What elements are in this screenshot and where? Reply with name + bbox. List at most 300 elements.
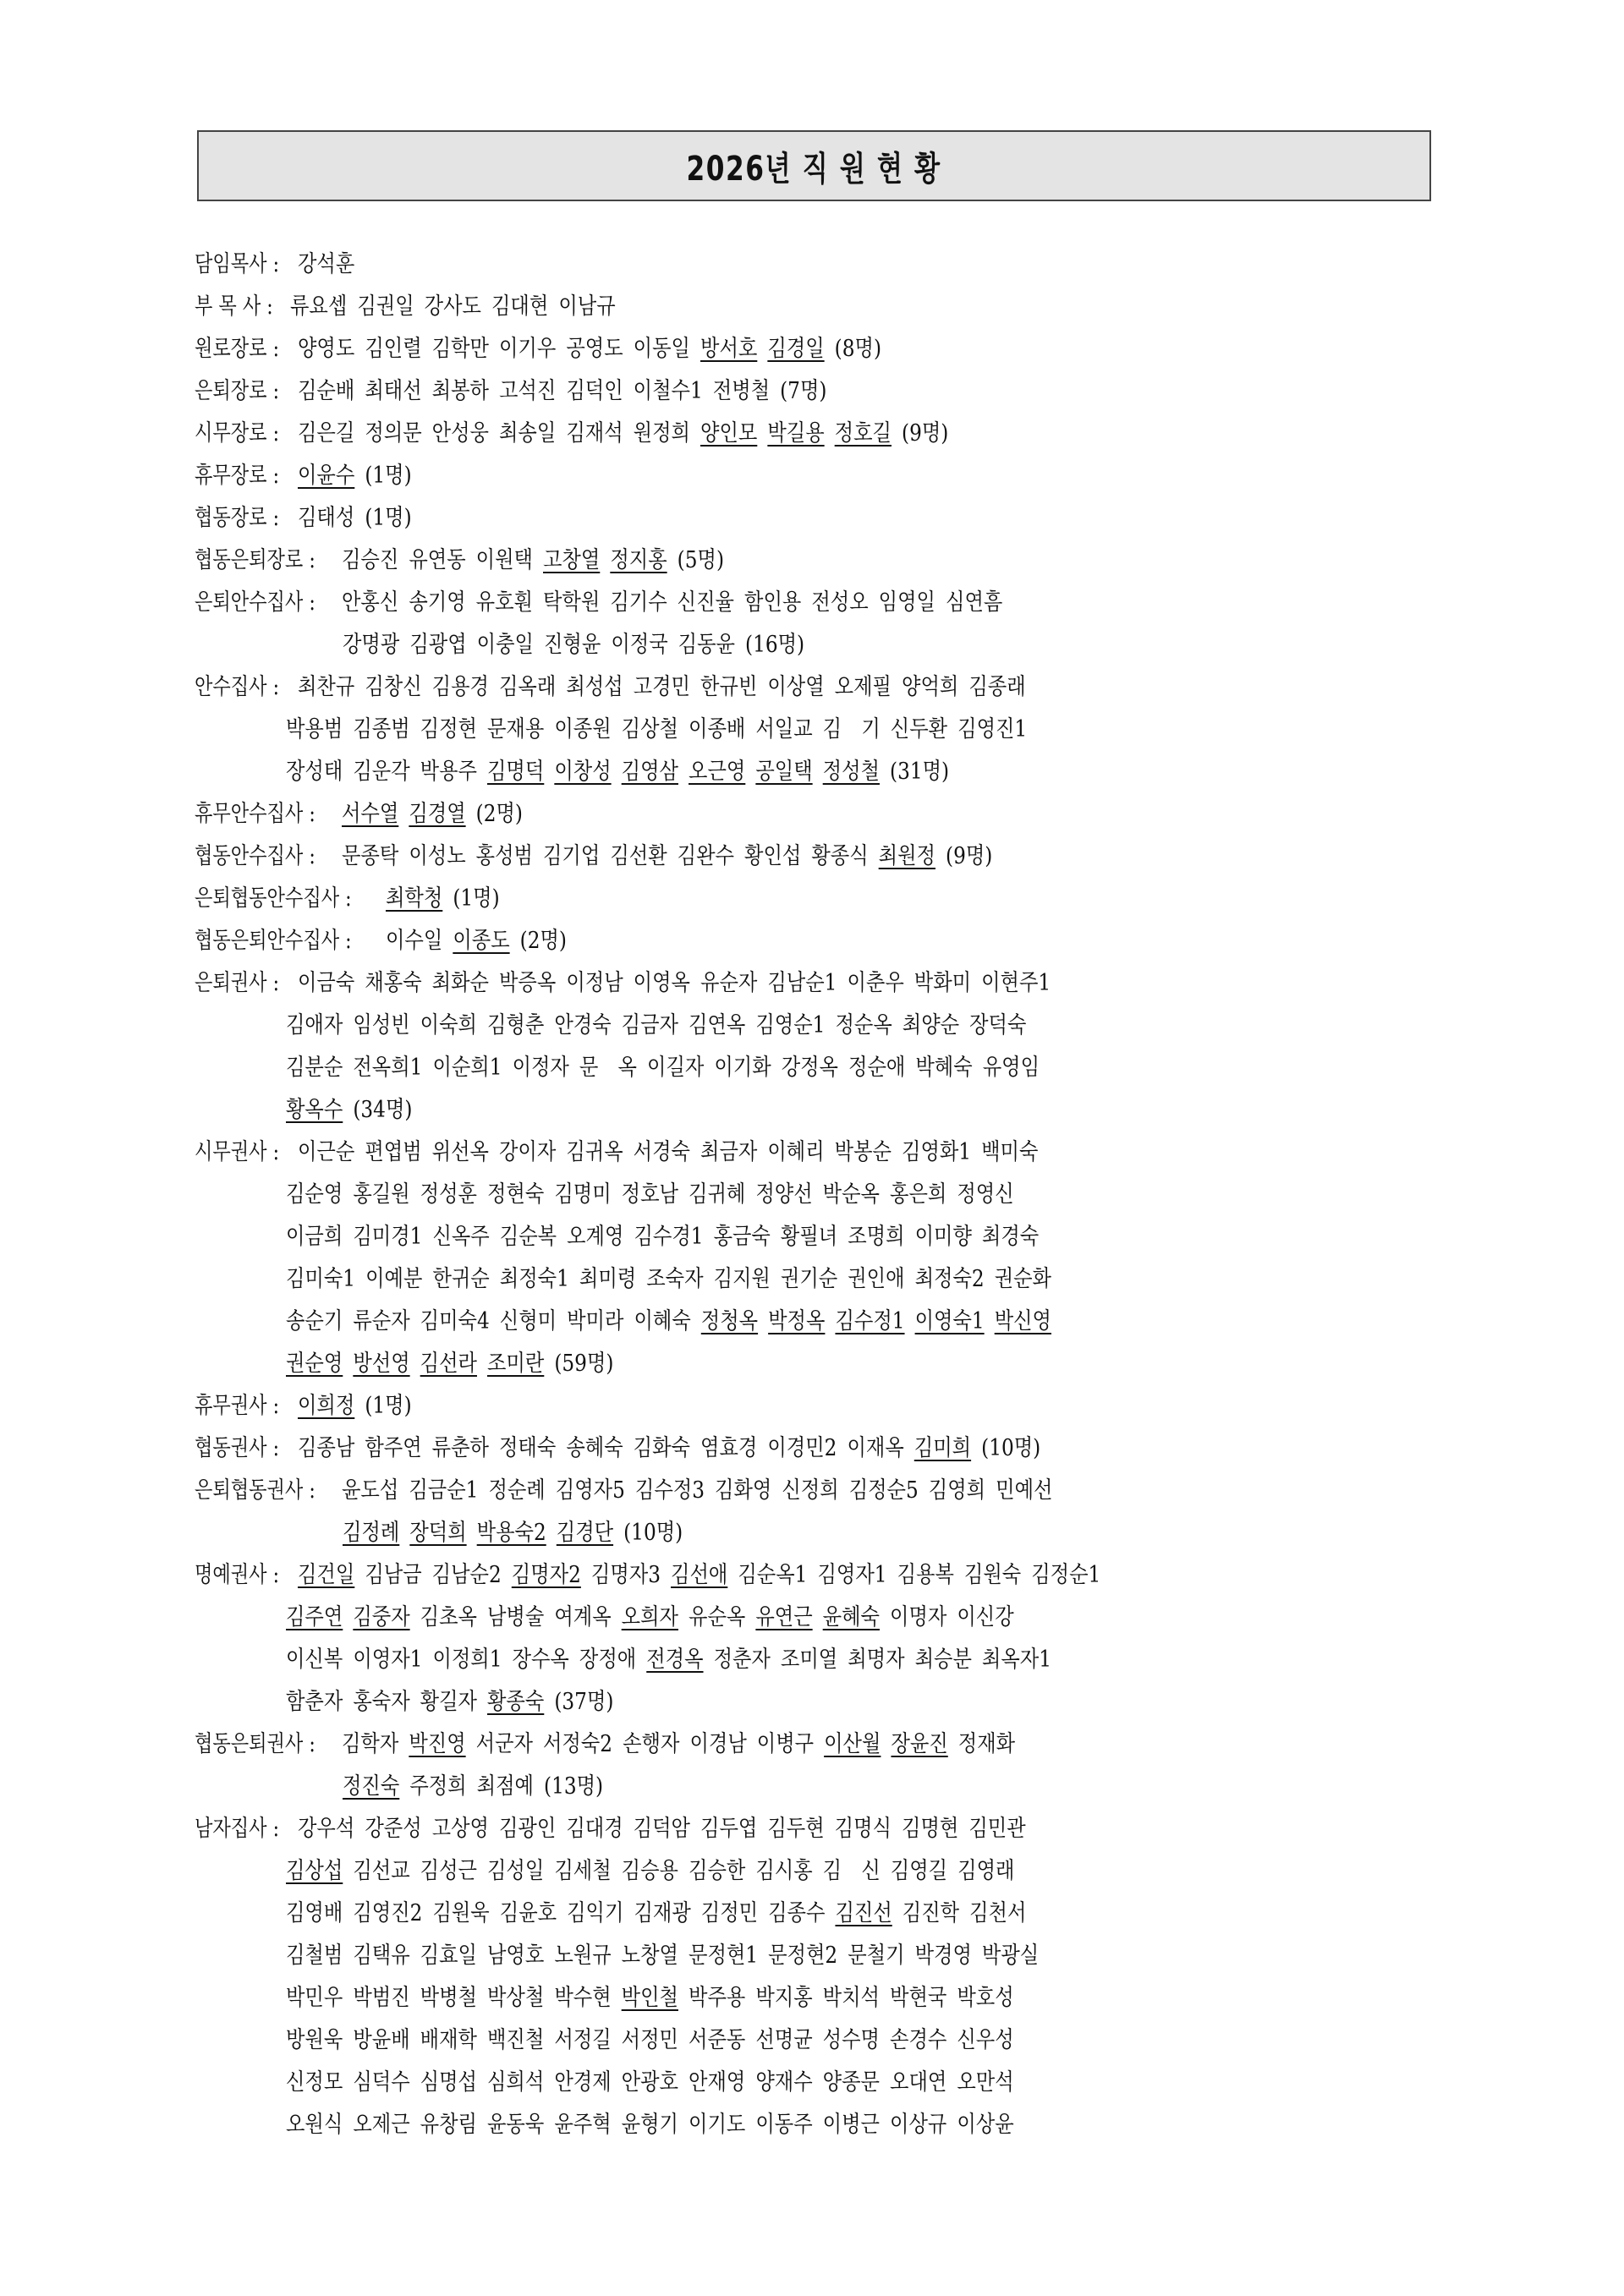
person-name: 김성일 xyxy=(487,1858,545,1884)
section-row-continuation xyxy=(195,2062,1438,2104)
person-name: 황길자 xyxy=(420,1689,477,1715)
person-name: 여계옥 xyxy=(554,1604,612,1630)
person-name: 이상열 xyxy=(767,674,825,700)
person-name: 오만석 xyxy=(957,2069,1014,2096)
name-list xyxy=(286,1216,1049,1258)
person-name: 김대현 xyxy=(491,293,549,320)
person-name: 송순기 xyxy=(286,1308,343,1334)
name-list xyxy=(286,1258,1062,1301)
person-name: 김금순1 xyxy=(409,1477,479,1504)
name-list xyxy=(298,1132,1048,1174)
person-name: 홍숙자 xyxy=(353,1689,410,1715)
person-name: 김세철 xyxy=(554,1858,612,1884)
person-name: 김효일 xyxy=(420,1943,477,1969)
person-name: 황종숙 xyxy=(487,1689,545,1715)
person-name: 박주용 xyxy=(689,1985,746,2011)
person-name: 김종남 xyxy=(298,1435,355,1461)
person-name: 김학자 xyxy=(342,1731,399,1757)
name-list xyxy=(298,1385,412,1427)
person-name: 심연흠 xyxy=(946,589,1003,616)
person-name: 함인용 xyxy=(744,589,802,616)
section-row-continuation xyxy=(195,1977,1438,2019)
section-label: 협동은퇴권사 : xyxy=(195,1731,315,1757)
name-list xyxy=(342,1723,1025,1766)
person-name: 박민우 xyxy=(286,1985,343,2011)
person-name: 박지홍 xyxy=(755,1985,813,2011)
person-name: 오제필 xyxy=(834,674,892,700)
person-name: 신옥주 xyxy=(432,1224,490,1250)
name-list xyxy=(298,413,948,455)
person-name: 김선라 xyxy=(420,1351,477,1377)
person-name: 장윤진 xyxy=(891,1731,948,1757)
person-name: 편엽범 xyxy=(365,1139,422,1165)
person-name: 양억희 xyxy=(902,674,959,700)
person-name: 김덕암 xyxy=(633,1816,690,1842)
person-name: 임성빈 xyxy=(353,1012,410,1038)
person-name: 김승진 xyxy=(342,547,399,573)
person-name: 정춘자 xyxy=(713,1647,771,1673)
person-name: 오희자 xyxy=(621,1604,678,1630)
person-name: 김영진2 xyxy=(353,1900,423,1926)
name-list xyxy=(298,370,826,413)
person-name: 정성철 xyxy=(822,759,880,785)
person-name: 고경민 xyxy=(633,674,690,700)
person-name: 김완수 xyxy=(677,843,735,869)
person-name: 이기도 xyxy=(689,2112,746,2138)
person-name: 이종도 xyxy=(453,928,510,954)
person-name: 김상섭 xyxy=(286,1858,343,1884)
person-name: 김옥래 xyxy=(499,674,557,700)
name-list xyxy=(286,2104,1024,2146)
person-name: 황필녀 xyxy=(780,1224,838,1250)
member-count: (37명) xyxy=(554,1689,614,1715)
person-name: 최명자 xyxy=(848,1647,905,1673)
person-name: 문정현2 xyxy=(768,1943,838,1969)
person-name: 김순배 xyxy=(298,378,355,404)
person-name: 서경숙 xyxy=(633,1139,690,1165)
person-name: 김종수 xyxy=(768,1900,826,1926)
person-name: 이춘우 xyxy=(847,970,904,996)
person-name: 채홍숙 xyxy=(365,970,422,996)
person-name: 최태선 xyxy=(365,378,422,404)
section-row xyxy=(195,1554,1438,1597)
person-name: 강준성 xyxy=(365,1816,422,1842)
person-name: 양종문 xyxy=(822,2069,880,2096)
person-name: 최승분 xyxy=(914,1647,972,1673)
person-name: 최화순 xyxy=(431,970,489,996)
person-name: 이정자 xyxy=(512,1055,569,1081)
section-row xyxy=(195,793,1438,836)
name-list xyxy=(342,836,992,878)
person-name: 박길용 xyxy=(767,420,825,447)
person-name: 김경열 xyxy=(409,801,466,827)
person-name: 김은길 xyxy=(298,420,355,447)
staff-roster xyxy=(195,244,1438,2146)
person-name: 김영자5 xyxy=(555,1477,626,1504)
name-list xyxy=(286,2062,1024,2104)
person-name: 김수경1 xyxy=(634,1224,704,1250)
person-name: 함춘자 xyxy=(286,1689,343,1715)
name-list xyxy=(386,920,567,962)
section-label: 은퇴장로 : xyxy=(195,378,280,404)
person-name: 안홍신 xyxy=(342,589,399,616)
name-list xyxy=(286,1343,613,1385)
person-name: 유연근 xyxy=(755,1604,813,1630)
name-list xyxy=(343,1766,603,1808)
person-name: 김민관 xyxy=(968,1816,1026,1842)
person-name: 선명균 xyxy=(755,2027,813,2053)
person-name: 이금숙 xyxy=(298,970,355,996)
section-row xyxy=(195,666,1438,709)
person-name: 황종식 xyxy=(811,843,869,869)
person-name: 정태숙 xyxy=(499,1435,557,1461)
person-name: 신정모 xyxy=(286,2069,343,2096)
person-name: 한규빈 xyxy=(700,674,758,700)
person-name: 김분순 xyxy=(286,1055,343,1081)
person-name: 김창신 xyxy=(365,674,422,700)
member-count: (31명) xyxy=(890,759,950,785)
member-count: (10명) xyxy=(623,1520,683,1546)
person-name: 심덕수 xyxy=(353,2069,410,2096)
person-name: 박상철 xyxy=(487,1985,545,2011)
person-name: 박혜숙 xyxy=(915,1055,973,1081)
section-row xyxy=(195,1808,1438,1850)
person-name: 김순복 xyxy=(499,1224,557,1250)
person-name: 고창열 xyxy=(543,547,601,573)
section-row-continuation xyxy=(195,1893,1438,1935)
section-label: 시무권사 : xyxy=(195,1139,280,1165)
person-name: 김천서 xyxy=(969,1900,1027,1926)
person-name: 박용숙2 xyxy=(476,1520,546,1546)
name-list xyxy=(298,497,412,540)
section-label: 안수집사 : xyxy=(195,674,280,700)
section-row-continuation xyxy=(195,1301,1438,1343)
person-name: 최원정 xyxy=(878,843,936,869)
person-name: 서수열 xyxy=(342,801,399,827)
person-name: 김영길 xyxy=(890,1858,948,1884)
person-name: 김종범 xyxy=(353,716,410,743)
person-name: 김초옥 xyxy=(420,1604,477,1630)
person-name: 이재옥 xyxy=(847,1435,904,1461)
section-row xyxy=(195,370,1438,413)
person-name: 김연옥 xyxy=(689,1012,746,1038)
person-name: 전옥희1 xyxy=(353,1055,423,1081)
person-name: 노원규 xyxy=(554,1943,612,1969)
person-name: 김학만 xyxy=(431,336,489,362)
person-name: 류춘하 xyxy=(431,1435,489,1461)
person-name: 염효경 xyxy=(700,1435,758,1461)
person-name: 조명희 xyxy=(848,1224,905,1250)
person-name: 안경숙 xyxy=(554,1012,612,1038)
person-name: 유순자 xyxy=(700,970,758,996)
person-name: 정호남 xyxy=(621,1181,678,1208)
section-row-continuation xyxy=(195,751,1438,793)
person-name: 백미숙 xyxy=(981,1139,1039,1165)
person-name: 정순애 xyxy=(848,1055,906,1081)
person-name: 최정숙2 xyxy=(914,1266,985,1292)
person-name: 이신강 xyxy=(957,1604,1014,1630)
person-name: 윤혜숙 xyxy=(822,1604,880,1630)
person-name: 안성웅 xyxy=(431,420,489,447)
section-label: 원로장로 : xyxy=(195,336,280,362)
person-name: 남병술 xyxy=(487,1604,545,1630)
section-row-continuation xyxy=(195,1766,1438,1808)
person-name: 박용주 xyxy=(420,759,477,785)
person-name: 최금자 xyxy=(700,1139,758,1165)
name-list xyxy=(298,328,881,370)
person-name: 김동윤 xyxy=(678,632,735,658)
person-name: 박미라 xyxy=(567,1308,624,1334)
person-name: 양영도 xyxy=(298,336,355,362)
person-name: 김 기 xyxy=(822,716,881,743)
person-name: 김시홍 xyxy=(755,1858,813,1884)
person-name: 김남금 xyxy=(365,1562,422,1588)
person-name: 강이자 xyxy=(499,1139,557,1165)
section-label: 휴무권사 : xyxy=(195,1393,280,1419)
section-row-continuation xyxy=(195,624,1438,666)
section-row-continuation xyxy=(195,1512,1438,1554)
person-name: 황옥수 xyxy=(286,1097,343,1123)
person-name: 백진철 xyxy=(487,2027,545,2053)
person-name: 문종탁 xyxy=(342,843,399,869)
person-name: 김선애 xyxy=(671,1562,728,1588)
person-name: 최학청 xyxy=(386,885,443,912)
name-list xyxy=(290,286,626,328)
person-name: 김윤호 xyxy=(499,1900,557,1926)
section-row-continuation xyxy=(195,1258,1438,1301)
person-name: 권기순 xyxy=(780,1266,838,1292)
section-row xyxy=(195,582,1438,624)
section-row xyxy=(195,244,1438,286)
person-name: 김영배 xyxy=(286,1900,343,1926)
person-name: 김성근 xyxy=(420,1858,477,1884)
person-name: 이경남 xyxy=(689,1731,747,1757)
person-name: 김명미 xyxy=(554,1181,612,1208)
person-name: 조미란 xyxy=(487,1351,545,1377)
section-label: 남자집사 : xyxy=(195,1816,280,1842)
person-name: 김명식 xyxy=(834,1816,892,1842)
person-name: 오계영 xyxy=(567,1224,624,1250)
person-name: 이원택 xyxy=(475,547,534,573)
person-name: 오근영 xyxy=(689,759,746,785)
person-name: 최미령 xyxy=(579,1266,637,1292)
person-name: 김익기 xyxy=(567,1900,624,1926)
name-list xyxy=(286,1639,1062,1681)
section-row-continuation xyxy=(195,1597,1438,1639)
person-name: 박현국 xyxy=(890,1985,947,2011)
person-name: 송기영 xyxy=(409,589,466,616)
person-name: 최봉하 xyxy=(431,378,489,404)
person-name: 신우성 xyxy=(957,2027,1014,2053)
person-name: 권순화 xyxy=(994,1266,1051,1292)
person-name: 이현주1 xyxy=(981,970,1051,996)
person-name: 김남순1 xyxy=(767,970,837,996)
person-name: 이산월 xyxy=(824,1731,881,1757)
person-name: 이순희1 xyxy=(432,1055,502,1081)
section-row xyxy=(195,1427,1438,1470)
person-name: 이영숙1 xyxy=(914,1308,985,1334)
person-name: 김광엽 xyxy=(409,632,467,658)
person-name: 김형춘 xyxy=(487,1012,545,1038)
person-name: 김금자 xyxy=(621,1012,678,1038)
member-count: (34명) xyxy=(353,1097,413,1123)
member-count: (5명) xyxy=(677,547,725,573)
person-name: 김귀옥 xyxy=(566,1139,623,1165)
section-row xyxy=(195,1385,1438,1427)
section-row-continuation xyxy=(195,1216,1438,1258)
person-name: 장덕희 xyxy=(409,1520,467,1546)
person-name: 이충일 xyxy=(476,632,534,658)
member-count: (8명) xyxy=(834,336,882,362)
person-name: 문정현1 xyxy=(689,1943,759,1969)
person-name: 김영희 xyxy=(928,1477,986,1504)
name-list xyxy=(286,1597,1024,1639)
person-name: 서정숙2 xyxy=(543,1731,613,1757)
section-row xyxy=(195,920,1438,962)
person-name: 김철범 xyxy=(286,1943,343,1969)
person-name: 박정옥 xyxy=(768,1308,826,1334)
section-row-continuation xyxy=(195,1089,1438,1132)
person-name: 김영삼 xyxy=(621,759,678,785)
person-name: 이혜숙 xyxy=(634,1308,691,1334)
person-name: 전병철 xyxy=(712,378,771,404)
person-name: 김용경 xyxy=(431,674,489,700)
section-row-continuation xyxy=(195,1850,1438,1893)
person-name: 원정희 xyxy=(633,420,690,447)
person-name: 김선교 xyxy=(353,1858,410,1884)
person-name: 김상철 xyxy=(621,716,678,743)
person-name: 이기화 xyxy=(714,1055,771,1081)
member-count: (59명) xyxy=(554,1351,614,1377)
person-name: 김순영 xyxy=(286,1181,343,1208)
person-name: 박호성 xyxy=(957,1985,1014,2011)
person-name: 이금희 xyxy=(286,1224,343,1250)
person-name: 윤형기 xyxy=(621,2112,678,2138)
person-name: 김명자2 xyxy=(511,1562,581,1588)
person-name: 김기수 xyxy=(610,589,667,616)
person-name: 유호훤 xyxy=(475,589,534,616)
person-name: 유창림 xyxy=(420,2112,477,2138)
person-name: 정순례 xyxy=(488,1477,546,1504)
person-name: 김주연 xyxy=(286,1604,343,1630)
person-name: 문철기 xyxy=(848,1943,905,1969)
person-name: 이신복 xyxy=(286,1647,343,1673)
person-name: 조미열 xyxy=(780,1647,838,1673)
person-name: 김미경1 xyxy=(353,1224,423,1250)
person-name: 유연동 xyxy=(409,547,466,573)
person-name: 이정국 xyxy=(611,632,668,658)
person-name: 탁학원 xyxy=(543,589,601,616)
person-name: 방선영 xyxy=(353,1351,410,1377)
name-list xyxy=(286,1850,1024,1893)
person-name: 이길자 xyxy=(647,1055,705,1081)
person-name: 김순옥1 xyxy=(738,1562,808,1588)
person-name: 민예선 xyxy=(996,1477,1053,1504)
person-name: 최성섭 xyxy=(566,674,623,700)
name-list xyxy=(342,582,1012,624)
person-name: 이동주 xyxy=(755,2112,813,2138)
person-name: 강명광 xyxy=(343,632,400,658)
person-name: 김미희 xyxy=(914,1435,972,1461)
person-name: 함주연 xyxy=(365,1435,422,1461)
person-name: 오제근 xyxy=(353,2112,410,2138)
person-name: 장정애 xyxy=(579,1647,637,1673)
section-row xyxy=(195,455,1438,497)
section-row-continuation xyxy=(195,1343,1438,1385)
section-row xyxy=(195,878,1438,920)
person-name: 최정숙1 xyxy=(499,1266,569,1292)
person-name: 김정례 xyxy=(343,1520,400,1546)
section-row xyxy=(195,1723,1438,1766)
section-label: 부 목 사 : xyxy=(195,293,273,320)
person-name: 전성오 xyxy=(811,589,869,616)
person-name: 강정옥 xyxy=(781,1055,838,1081)
person-name: 김기업 xyxy=(543,843,601,869)
name-list xyxy=(298,244,365,286)
person-name: 전경옥 xyxy=(646,1647,704,1673)
name-list xyxy=(286,709,1037,751)
person-name: 박경영 xyxy=(914,1943,972,1969)
person-name: 박범진 xyxy=(353,1985,410,2011)
person-name: 양재수 xyxy=(755,2069,813,2096)
person-name: 노창열 xyxy=(621,1943,678,1969)
person-name: 신형미 xyxy=(499,1308,557,1334)
person-name: 서일교 xyxy=(755,716,813,743)
name-list xyxy=(343,1512,683,1554)
person-name: 양인모 xyxy=(700,420,758,447)
person-name: 이종배 xyxy=(689,716,746,743)
person-name: 김선환 xyxy=(610,843,667,869)
section-label: 휴무안수집사 : xyxy=(195,801,315,827)
person-name: 김정민 xyxy=(700,1900,759,1926)
person-name: 심희석 xyxy=(487,2069,545,2096)
person-name: 최찬규 xyxy=(298,674,355,700)
person-name: 유순옥 xyxy=(689,1604,746,1630)
member-count: (2명) xyxy=(520,928,568,954)
member-count: (10명) xyxy=(981,1435,1041,1461)
person-name: 김영자1 xyxy=(817,1562,887,1588)
person-name: 배재학 xyxy=(420,2027,477,2053)
title-box xyxy=(197,130,1431,201)
person-name: 김영진1 xyxy=(957,716,1028,743)
person-name: 이종원 xyxy=(554,716,612,743)
name-list xyxy=(342,540,724,582)
person-name: 정재화 xyxy=(957,1731,1016,1757)
section-row xyxy=(195,413,1438,455)
person-name: 김영래 xyxy=(957,1858,1015,1884)
person-name: 장수옥 xyxy=(512,1647,569,1673)
person-name: 김진학 xyxy=(902,1900,960,1926)
person-name: 유영임 xyxy=(982,1055,1040,1081)
person-name: 김권일 xyxy=(357,293,414,320)
person-name: 공영도 xyxy=(566,336,623,362)
person-name: 김대경 xyxy=(566,1816,623,1842)
person-name: 김진선 xyxy=(835,1900,892,1926)
section-label: 협동은퇴안수집사 : xyxy=(195,928,352,954)
person-name: 홍은희 xyxy=(890,1181,947,1208)
person-name: 이창성 xyxy=(554,759,612,785)
person-name: 심명섭 xyxy=(420,2069,477,2096)
person-name: 김두엽 xyxy=(700,1816,758,1842)
name-list xyxy=(286,751,949,793)
person-name: 이영자1 xyxy=(353,1647,423,1673)
name-list xyxy=(286,1174,1024,1216)
name-list xyxy=(286,1005,1036,1047)
person-name: 오대연 xyxy=(890,2069,947,2096)
section-label: 협동은퇴장로 : xyxy=(195,547,315,573)
name-list xyxy=(386,878,500,920)
section-row xyxy=(195,1470,1438,1512)
